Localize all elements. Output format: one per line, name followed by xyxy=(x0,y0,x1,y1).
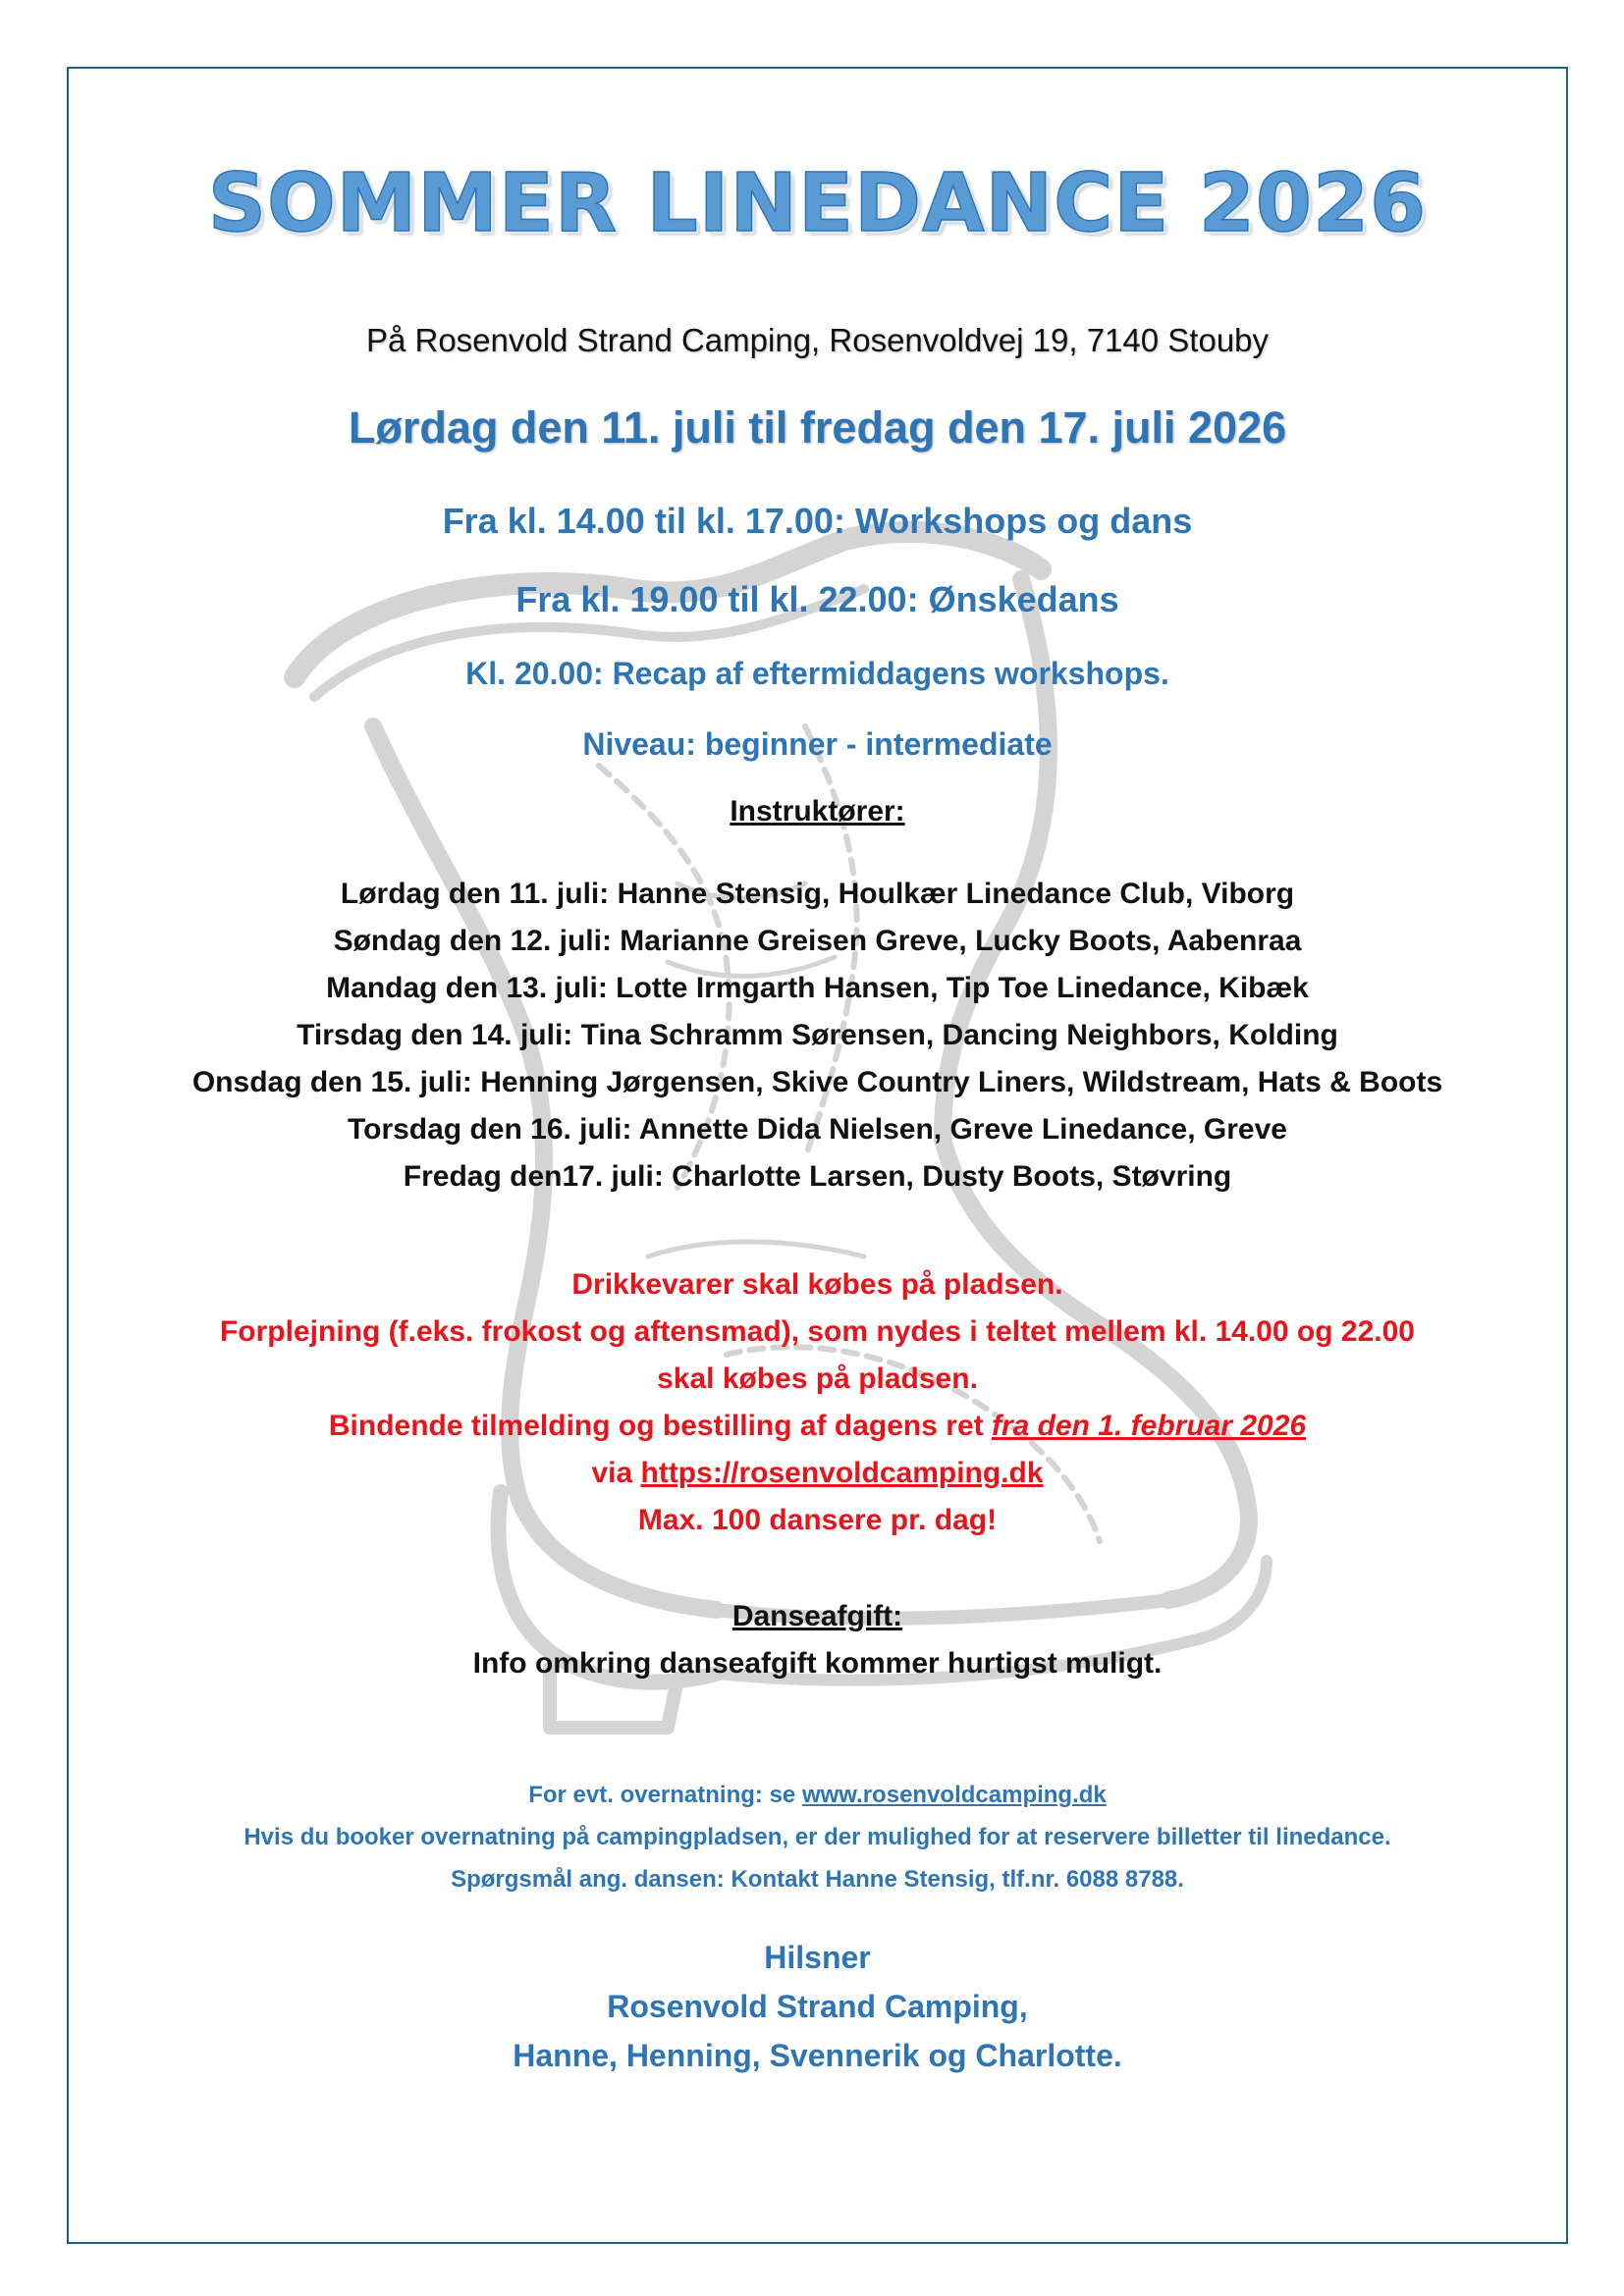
instructor-line: Lørdag den 11. juli: Hanne Stensig, Houlkær Linedance Club, Viborg xyxy=(340,878,1295,910)
schedule-workshops: Fra kl. 14.00 til kl. 17.00: Workshops og dans xyxy=(442,501,1193,541)
notice-food-cont: skal købes på pladsen. xyxy=(657,1362,978,1395)
footer-overnight xyxy=(69,1782,1566,1809)
schedule-recap: Kl. 20.00: Recap af eftermiddagens workshops. xyxy=(465,656,1169,691)
signup-date: fra den 1. februar 2026 xyxy=(991,1410,1307,1442)
instructor-line: Fredag den17. juli: Charlotte Larsen, Dusty Boots, Støvring xyxy=(403,1160,1232,1193)
notice-drinks: Drikkevarer skal købes på pladsen. xyxy=(571,1268,1063,1301)
instructor-line: Torsdag den 16. juli: Annette Dida Nielsen, Greve Linedance, Greve xyxy=(348,1113,1287,1146)
greeting-org: Rosenvold Strand Camping, xyxy=(607,1989,1028,2024)
notice-signup xyxy=(69,1410,1566,1443)
instructor-line: Mandag den 13. juli: Lotte Irmgarth Hansen, Tip Toe Linedance, Kibæk xyxy=(326,972,1309,1004)
notice-food: Forplejning (f.eks. frokost og aftensmad), som nydes i teltet mellem kl. 14.00 og 22.00 xyxy=(219,1315,1415,1348)
instructors-heading: Instruktører: xyxy=(730,795,905,828)
address: På Rosenvold Strand Camping, Rosenvoldvej 19, 7140 Stouby xyxy=(365,322,1270,358)
overnight-link[interactable]: www.rosenvoldcamping.dk xyxy=(801,1782,1107,1808)
instructor-line: Søndag den 12. juli: Marianne Greisen Greve, Lucky Boots, Aabenraa xyxy=(333,925,1302,957)
notice-via xyxy=(69,1457,1566,1490)
event-dates: Lørdag den 11. juli til fredag den 17. juli 2026 xyxy=(348,402,1287,453)
fee-text: Info omkring danseafgift kommer hurtigst muligt. xyxy=(472,1647,1163,1680)
footer-booking: Hvis du booker overnatning på campingpladsen, er der mulighed for at reservere billetter til linedance. xyxy=(244,1824,1391,1850)
greeting-hilsner: Hilsner xyxy=(764,1940,871,1975)
fee-heading: Danseafgift: xyxy=(731,1600,903,1632)
footer-contact: Spørgsmål ang. dansen: Kontakt Hanne Stensig, tlf.nr. 6088 8788. xyxy=(451,1866,1184,1893)
greeting-names: Hanne, Henning, Svennerik og Charlotte. xyxy=(513,2038,1122,2073)
level: Niveau: beginner - intermediate xyxy=(582,726,1053,762)
notice-max: Max. 100 dansere pr. dag! xyxy=(637,1504,998,1536)
flyer-title: SOMMER LINEDANCE 2026 xyxy=(207,157,1428,250)
overnight-text: For evt. overnatning: se xyxy=(528,1782,802,1808)
instructor-line: Tirsdag den 14. juli: Tina Schramm Sørensen, Dancing Neighbors, Kolding xyxy=(297,1019,1338,1051)
signup-text: Bindende tilmelding og bestilling af dagens ret xyxy=(328,1410,992,1442)
instructor-line: Onsdag den 15. juli: Henning Jørgensen, Skive Country Liners, Wildstream, Hats & Boots xyxy=(191,1066,1443,1098)
via-text: via xyxy=(591,1457,641,1489)
signup-link[interactable]: https://rosenvoldcamping.dk xyxy=(640,1457,1044,1489)
schedule-onskedans: Fra kl. 19.00 til kl. 22.00: Ønskedans xyxy=(515,579,1119,619)
